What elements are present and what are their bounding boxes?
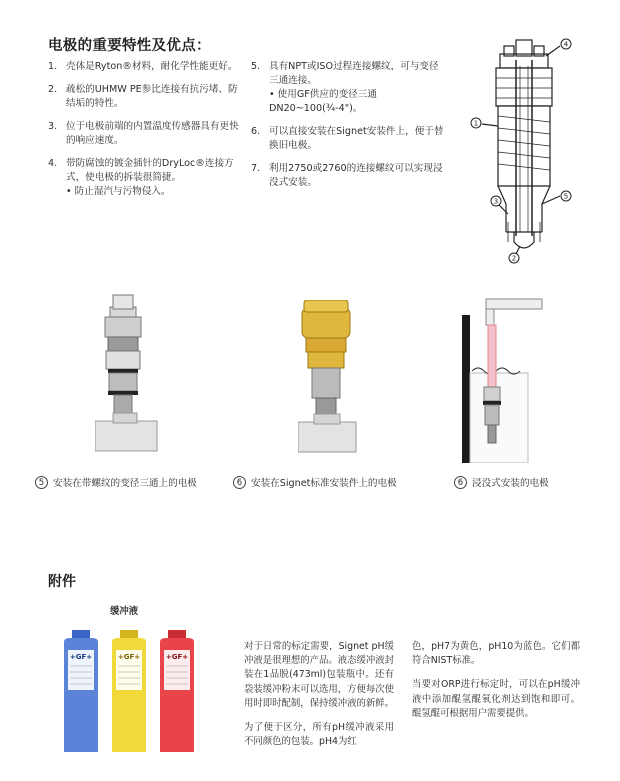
bottle-red: [160, 630, 194, 752]
caption-text: 安装在Signet标准安装件上的电极: [251, 478, 397, 489]
paragraph: 为了便于区分，所有pH缓冲液采用不同颜色的包装。pH4为红: [244, 722, 394, 748]
buffer-bottles-image: [58, 628, 218, 758]
diagram-label-5: 5: [563, 192, 569, 201]
section-title-accessories: 附件: [48, 574, 76, 590]
feature-item-6: 6. 可以直接安装在Signet安装件上，便于替换旧电极。: [251, 126, 444, 151]
feature-item-2: 2. 疏松的UHMW PE参比连接有抗污堵、防结垢的特性。: [48, 84, 238, 109]
accessories-text-col2: [412, 640, 580, 731]
caption-text: 浸没式安装的电极: [472, 478, 549, 489]
caption-number: 6: [454, 476, 467, 489]
paragraph: 对于日常的标定需要，Signet pH缓冲液是很理想的产品。液态缓冲液封装在1品脱(473ml)包装瓶中。还有袋装缓冲粉末可以选用，方便每次使用时即时配制，保持缓冲液的新鲜。: [244, 641, 395, 709]
install-signet-image: [298, 300, 358, 465]
install-caption-2: [233, 475, 397, 489]
install-submersion-image: [462, 293, 546, 463]
feature-item-7: 7. 利用2750或2760的连接螺纹可以实现浸没式安装。: [251, 163, 443, 188]
bottle-blue: [64, 630, 98, 752]
section-title-features: 电极的重要特性及优点：: [48, 38, 211, 54]
paragraph: 色，pH7为黄色，pH10为蓝色。它们都符合NIST标准。: [412, 641, 580, 667]
features-list-right: [251, 60, 447, 199]
diagram-label-1: 1: [473, 119, 479, 128]
feature-item-5: 5. 具有NPT或ISO过程连接螺纹，可与变径三通连接。 • 使用GF供应的变径三通DN20~100(¾-4")。: [251, 60, 447, 116]
install-caption-3: [454, 475, 549, 489]
bottle-brand-yellow: +GF+: [117, 653, 141, 661]
caption-number: 6: [233, 476, 246, 489]
features-list-left: [48, 60, 246, 208]
electrode-diagram: [462, 36, 582, 266]
diagram-label-4: 4: [563, 40, 569, 49]
feature-item-1: 1. 壳体是Ryton®材料，耐化学性能更好。: [48, 61, 238, 72]
feature-item-4: 4. 带防腐蚀的镀金插针的DryLoc®连接方式，使电极的拆装很简捷。 • 防止湿汽与污物侵入。: [48, 157, 246, 199]
diagram-label-3: 3: [493, 197, 499, 206]
diagram-label-2: 2: [511, 254, 517, 263]
install-caption-1: [35, 475, 197, 489]
paragraph: 当要对ORP进行标定时，可以在pH缓冲液中添加醌氢醌氧化剂达到饱和即可。醌氢醌可根据用户需要提供。: [412, 679, 580, 719]
accessories-text-col1: [244, 640, 394, 759]
caption-text: 安装在带螺纹的变径三通上的电极: [53, 478, 197, 489]
feature-item-3: 3. 位于电极前端的内置温度传感器具有更快的响应速度。: [48, 121, 239, 146]
feature-subitem: • 防止湿汽与污物侵入。: [66, 185, 246, 199]
bottle-brand-blue: +GF+: [69, 653, 93, 661]
bottle-yellow: [112, 630, 146, 752]
caption-number: 5: [35, 476, 48, 489]
install-tee-image: [95, 285, 165, 460]
subheading-buffer: 缓冲液: [110, 606, 139, 617]
feature-subitem: • 使用GF供应的变径三通DN20~100(¾-4")。: [269, 88, 447, 116]
bottle-brand-red: +GF+: [165, 653, 189, 661]
